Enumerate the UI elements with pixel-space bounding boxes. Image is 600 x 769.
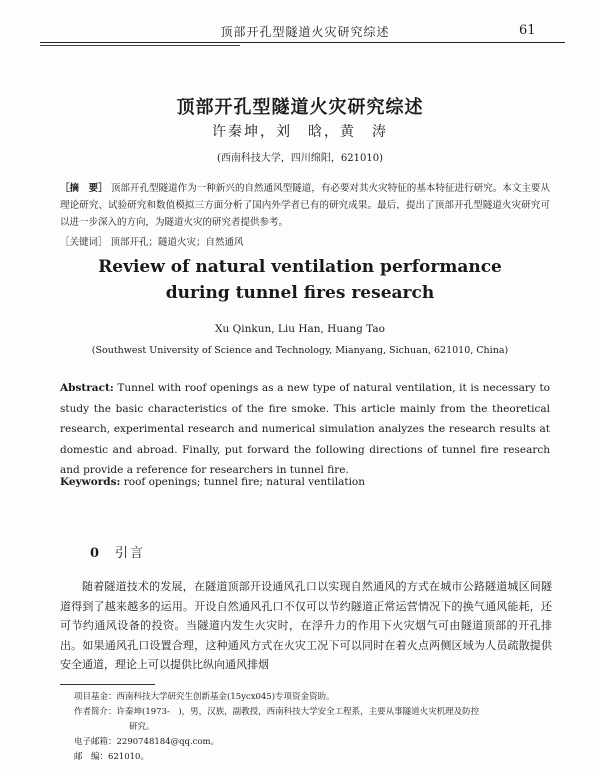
abstract-english	[60, 378, 550, 481]
section-heading	[90, 542, 145, 561]
section-title: 引言	[115, 546, 146, 561]
title-english-line1: Review of natural ventilation performance	[98, 257, 502, 277]
keywords-chinese-label: ［关键词］	[60, 237, 108, 248]
running-header: 顶部开孔型隧道火灾研究综述	[220, 25, 390, 39]
keywords-chinese-text: 顶部开孔；隧道火灾；自然通风	[110, 237, 244, 248]
body-paragraph: 随着隧道技术的发展，在隧道顶部开设通风孔口以实现自然通风的方式在城市公路隧道城区间隧道得到了越来越多的运用。开设自然通风孔口不仅可以节约隧道正常运营情况下的换气通风能耗，还可节约通风设备的投资。当隧道内发生火灾时，在浮升力的作用下火灾烟气可由隧道顶部的开孔排出。如果通风孔口设置合理，这种通风方式在火灾工况下可以同时在着火点两侧区域为人员疏散提供安全通道，理论上可以提供比纵向通风排烟	[60, 580, 552, 671]
footnote-funding: 项目基金：西南科技大学研究生创新基金(15ycx045)专项资金资助。	[74, 692, 335, 702]
title-english	[0, 254, 600, 306]
footnote-author-bio: 作者简介：许秦坤(1973- )，男，汉族，副教授，西南科技大学安全工程系，主要从事隧道火灾机理及防控	[74, 707, 480, 717]
page-number: 61	[519, 23, 536, 38]
authors-chinese: 许秦坤，刘 晗，黄 涛	[212, 124, 388, 140]
abstract-english-label: Abstract:	[60, 382, 114, 394]
footnote-rule	[60, 684, 155, 685]
header-rule	[40, 42, 565, 43]
footnotes	[74, 690, 554, 765]
title-chinese: 顶部开孔型隧道火灾研究综述	[176, 97, 424, 118]
keywords-chinese	[60, 234, 550, 248]
keywords-english-label: Keywords:	[60, 476, 121, 488]
keywords-english-text: roof openings; tunnel fire; natural ventilation	[123, 476, 366, 488]
authors-english: Xu Qinkun, Liu Han, Huang Tao	[215, 323, 385, 335]
abstract-english-text: Tunnel with roof openings as a new type of natural ventilation, it is necessary to study the basic characteristics of the fire smoke. This article mainly from the theoretical research, experimental research and numerical simulation analyzes the research results at domestic and abroad. Finally, put forward the following directions of tunnel fire research and provide a reference for researchers in tunnel fire.	[60, 382, 550, 476]
abstract-chinese-label: ［摘 要］	[60, 183, 108, 194]
footnote-author-bio-cont: 研究。	[129, 722, 155, 732]
keywords-english	[60, 476, 550, 488]
affiliation-english: (Southwest University of Science and Technology, Mianyang, Sichuan, 621010, China)	[91, 345, 509, 356]
abstract-chinese	[60, 180, 550, 231]
footnote-email: 电子邮箱：2290748184@qq.com。	[74, 737, 220, 747]
title-english-line2: during tunnel fires research	[165, 283, 435, 303]
affiliation-chinese: (西南科技大学，四川绵阳，621010)	[217, 153, 383, 164]
header-rule-secondary	[40, 45, 240, 46]
footnote-postcode: 邮 编：621010。	[74, 752, 149, 762]
section-number: 0	[90, 546, 102, 561]
abstract-chinese-text: 顶部开孔型隧道作为一种新兴的自然通风型隧道，有必要对其火灾特征的基本特征进行研究。本文主要从理论研究、试验研究和数值模拟三方面分析了国内外学者已有的研究成果。最后，提出了顶部开孔型隧道火灾研究可以进一步深入的方向，为隧道火灾的研究者提供参考。	[60, 183, 550, 228]
